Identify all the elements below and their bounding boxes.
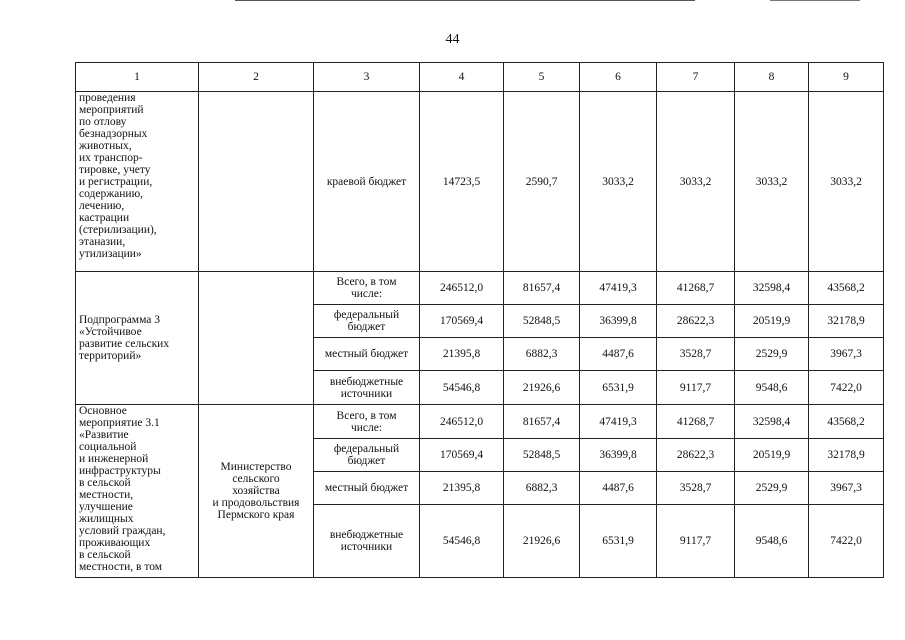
funding-source: внебюджетные источники <box>314 505 420 578</box>
responsible-cell: Министерство сельского хозяйства и продовольствия Пермского края <box>199 405 314 578</box>
column-header: 2 <box>199 63 314 92</box>
value-cell: 246512,0 <box>420 405 504 439</box>
header-rule <box>235 0 695 1</box>
value-cell: 170569,4 <box>420 439 504 472</box>
funding-source: федеральный бюджет <box>314 305 420 338</box>
value-cell: 6531,9 <box>580 505 657 578</box>
budget-table <box>75 62 884 578</box>
value-cell: 41268,7 <box>657 272 735 305</box>
value-cell: 9117,7 <box>657 371 735 405</box>
table-row <box>76 92 884 272</box>
value-cell: 2590,7 <box>504 92 580 272</box>
funding-source: местный бюджет <box>314 338 420 371</box>
value-cell: 54546,8 <box>420 371 504 405</box>
value-cell: 3033,2 <box>809 92 884 272</box>
table-row <box>76 272 884 305</box>
value-cell: 6882,3 <box>504 472 580 505</box>
row-name: Основное мероприятие 3.1 «Развитие социальной и инженерной инфраструктуры в сельской местности, улучшение жилищных условий граждан, проживающих в сельской местности, в том <box>76 405 199 578</box>
value-cell: 6882,3 <box>504 338 580 371</box>
value-cell: 246512,0 <box>420 272 504 305</box>
value-cell: 32178,9 <box>809 305 884 338</box>
value-cell: 47419,3 <box>580 405 657 439</box>
value-cell: 43568,2 <box>809 272 884 305</box>
value-cell: 6531,9 <box>580 371 657 405</box>
value-cell: 3033,2 <box>657 92 735 272</box>
funding-source: Всего, в том числе: <box>314 405 420 439</box>
page-number: 44 <box>445 32 460 47</box>
value-cell: 20519,9 <box>735 305 809 338</box>
responsible-cell <box>199 272 314 405</box>
value-cell: 9117,7 <box>657 505 735 578</box>
value-cell: 52848,5 <box>504 305 580 338</box>
value-cell: 9548,6 <box>735 371 809 405</box>
value-cell: 32598,4 <box>735 272 809 305</box>
value-cell: 41268,7 <box>657 405 735 439</box>
column-header: 7 <box>657 63 735 92</box>
value-cell: 14723,5 <box>420 92 504 272</box>
value-cell: 21926,6 <box>504 371 580 405</box>
value-cell: 47419,3 <box>580 272 657 305</box>
value-cell: 4487,6 <box>580 338 657 371</box>
value-cell: 81657,4 <box>504 405 580 439</box>
value-cell: 3528,7 <box>657 472 735 505</box>
column-header: 6 <box>580 63 657 92</box>
value-cell: 81657,4 <box>504 272 580 305</box>
value-cell: 9548,6 <box>735 505 809 578</box>
column-header: 3 <box>314 63 420 92</box>
value-cell: 32598,4 <box>735 405 809 439</box>
value-cell: 32178,9 <box>809 439 884 472</box>
value-cell: 36399,8 <box>580 439 657 472</box>
funding-source: внебюджетные источники <box>314 371 420 405</box>
value-cell: 3033,2 <box>580 92 657 272</box>
funding-source: краевой бюджет <box>314 92 420 272</box>
value-cell: 54546,8 <box>420 505 504 578</box>
value-cell: 21395,8 <box>420 338 504 371</box>
value-cell: 4487,6 <box>580 472 657 505</box>
value-cell: 2529,9 <box>735 338 809 371</box>
value-cell: 21926,6 <box>504 505 580 578</box>
funding-source: федеральный бюджет <box>314 439 420 472</box>
value-cell: 20519,9 <box>735 439 809 472</box>
row-name: проведения мероприятий по отлову безнадзорных животных, их транспор- тировке, учету и регистрации, содержанию, лечению, кастрации (стерилизации), этаназии, утилизации» <box>76 92 199 272</box>
column-header: 5 <box>504 63 580 92</box>
funding-source: местный бюджет <box>314 472 420 505</box>
value-cell: 3528,7 <box>657 338 735 371</box>
value-cell: 21395,8 <box>420 472 504 505</box>
value-cell: 28622,3 <box>657 305 735 338</box>
value-cell: 3967,3 <box>809 338 884 371</box>
value-cell: 28622,3 <box>657 439 735 472</box>
value-cell: 2529,9 <box>735 472 809 505</box>
column-header: 8 <box>735 63 809 92</box>
responsible-cell <box>199 92 314 272</box>
row-name: Подпрограмма 3 «Устойчивое развитие сельских территорий» <box>76 272 199 405</box>
column-header: 9 <box>809 63 884 92</box>
value-cell: 7422,0 <box>809 505 884 578</box>
table-header-row <box>76 63 884 92</box>
value-cell: 43568,2 <box>809 405 884 439</box>
funding-source: Всего, в том числе: <box>314 272 420 305</box>
column-header: 4 <box>420 63 504 92</box>
table-row <box>76 405 884 439</box>
value-cell: 3967,3 <box>809 472 884 505</box>
value-cell: 3033,2 <box>735 92 809 272</box>
header-rule-right <box>770 0 860 1</box>
column-header: 1 <box>76 63 199 92</box>
value-cell: 170569,4 <box>420 305 504 338</box>
value-cell: 52848,5 <box>504 439 580 472</box>
value-cell: 7422,0 <box>809 371 884 405</box>
value-cell: 36399,8 <box>580 305 657 338</box>
